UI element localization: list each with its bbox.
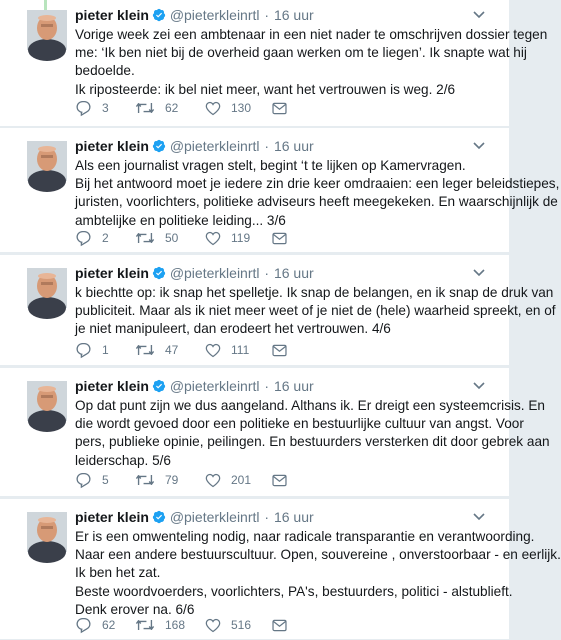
author-name[interactable]: pieter klein (75, 265, 149, 281)
tweet-text-line: je niet manipuleert, dan erodeert het vertrouwen. 4/6 (75, 321, 391, 337)
caret-down-icon[interactable] (471, 138, 487, 154)
retweet-count: 168 (165, 618, 186, 632)
author-name[interactable]: pieter klein (75, 378, 149, 394)
tweet-header (75, 137, 487, 157)
direct-message-icon (272, 474, 287, 487)
retweet-icon (135, 473, 155, 487)
tweet-header (75, 6, 487, 26)
tweet-actions (75, 340, 335, 360)
reply-icon (75, 230, 92, 246)
tweet-text-line: Beste woordvoerders, voorlichters, PA's, bestuurders, politici - alstublieft. (75, 583, 513, 599)
caret-down-icon[interactable] (471, 509, 487, 525)
tweet-text-line: Ik ben het zat. (75, 565, 161, 581)
timestamp[interactable]: 16 uur (273, 265, 314, 281)
like-count: 516 (231, 618, 252, 632)
reply-count: 1 (102, 343, 109, 357)
reply-icon (75, 342, 92, 358)
verified-badge-icon (152, 510, 166, 528)
like-icon (205, 101, 221, 116)
tweet-text-line: Op dat punt zijn we dus aangeland. Althans ik. Er dreigt een systeemcrisis. En (75, 398, 545, 413)
separator: · (264, 509, 270, 525)
tweet[interactable] (0, 499, 561, 640)
tweet-text-line: juristen, voorlichters, politieke adviseurs heeft meegekeken. En waarschijnlijk de (75, 194, 558, 210)
retweet-button[interactable] (135, 340, 178, 360)
tweet-actions (75, 98, 335, 118)
retweet-icon (135, 231, 155, 245)
reply-icon (75, 100, 92, 116)
tweet-text-line: ambtelijke en politieke leiding... 3/6 (75, 212, 286, 228)
retweet-count: 62 (165, 101, 179, 115)
reply-count: 5 (102, 473, 109, 487)
retweet-button[interactable] (135, 470, 178, 490)
tweet-text-line: me: ‘Ik ben niet bij de overheid gaan werken om te liegen’. Ik snapte wat hij (75, 45, 527, 61)
direct-message-icon (272, 102, 287, 115)
author-name[interactable]: pieter klein (75, 138, 149, 154)
retweet-icon (135, 343, 155, 357)
caret-down-icon[interactable] (471, 7, 487, 23)
reply-icon (75, 617, 92, 633)
tweet-text-line: Ik riposteerde: ik bel niet meer, want het vertrouwen is weg. 2/6 (75, 81, 456, 97)
direct-message-button[interactable] (272, 340, 287, 360)
like-button[interactable] (205, 340, 249, 360)
author-handle[interactable]: @pieterkleinrtl (169, 378, 260, 394)
reply-count: 2 (102, 231, 109, 245)
author-name[interactable]: pieter klein (75, 7, 149, 23)
tweet-text-line: publiciteit. Maar als ik niet meer weet of je niet de (hele) waarheid spreekt, en of (75, 303, 556, 319)
reply-count: 3 (102, 101, 109, 115)
reply-count: 62 (102, 618, 116, 632)
separator: · (264, 378, 270, 394)
author-name[interactable]: pieter klein (75, 509, 149, 525)
tweet-actions (75, 470, 335, 490)
timestamp[interactable]: 16 uur (273, 509, 314, 525)
author-handle[interactable]: @pieterkleinrtl (169, 509, 260, 525)
separator: · (264, 7, 270, 23)
direct-message-icon (272, 232, 287, 245)
reply-button[interactable] (75, 470, 109, 490)
caret-down-icon[interactable] (471, 378, 487, 394)
reply-button[interactable] (75, 615, 115, 635)
direct-message-button[interactable] (272, 98, 287, 118)
tweet[interactable] (0, 0, 548, 127)
like-button[interactable] (205, 228, 250, 248)
tweet-text-line: pers, publieke opinie, peilingen. En bestuurders versterken dit door gebrek aan (75, 434, 550, 450)
direct-message-button[interactable] (272, 228, 287, 248)
like-count: 111 (231, 343, 250, 357)
tweet-text-line: Naar een andere bestuurscultuur. Open, souvereine , onverstoorbaar - en eerlijk. (75, 547, 561, 563)
timestamp[interactable]: 16 uur (273, 7, 314, 23)
avatar[interactable] (27, 268, 67, 308)
verified-badge-icon (152, 379, 166, 397)
direct-message-icon (272, 344, 287, 357)
like-button[interactable] (205, 470, 251, 490)
tweet[interactable] (0, 368, 550, 497)
retweet-button[interactable] (135, 228, 178, 248)
like-icon (205, 473, 221, 488)
tweet-text-line: Denk erover na. 6/6 (75, 601, 195, 617)
timestamp[interactable]: 16 uur (273, 138, 314, 154)
tweet-text-line: Bij het antwoord moet je iedere zin drie keer omdraaien: een leger beleidstiepes, (75, 176, 560, 192)
verified-badge-icon (152, 266, 166, 284)
retweet-button[interactable] (135, 98, 178, 118)
retweet-count: 47 (165, 343, 179, 357)
tweet-text-line: die wordt gevoed door een politieke en bestuurlijke cultuur van angst. Voor (75, 416, 524, 432)
tweet-header (75, 377, 487, 397)
tweet-text-line: bedoelde. (75, 63, 135, 79)
like-icon (205, 231, 221, 246)
like-count: 119 (231, 231, 251, 245)
like-count: 201 (231, 473, 252, 487)
separator: · (264, 265, 270, 281)
tweet-actions (75, 615, 335, 635)
retweet-icon (135, 618, 155, 632)
like-button[interactable] (205, 615, 251, 635)
tweet[interactable] (0, 128, 560, 253)
avatar[interactable] (27, 141, 67, 181)
avatar[interactable] (27, 512, 67, 552)
tweet-actions (75, 228, 335, 248)
like-icon (205, 343, 221, 358)
retweet-count: 79 (165, 473, 179, 487)
tweet[interactable] (0, 255, 556, 366)
separator: · (264, 138, 270, 154)
like-button[interactable] (205, 98, 251, 118)
tweet-text-line: Er is een omwenteling nodig, naar radicale transparantie en verantwoording. (75, 529, 535, 544)
tweet-text-line: Vorige week zei een ambtenaar in een niet nader te omschrijven dossier tegen (75, 27, 548, 42)
tweet-text-line: k biechtte op: ik snap het spelletje. Ik snap de belangen, en ik snap de druk van (75, 285, 554, 300)
retweet-count: 50 (165, 231, 179, 245)
direct-message-icon (272, 619, 287, 632)
direct-message-button[interactable] (272, 615, 287, 635)
caret-down-icon[interactable] (471, 265, 487, 281)
tweet-header (75, 508, 487, 528)
verified-badge-icon (152, 139, 166, 157)
like-count: 130 (231, 101, 252, 115)
avatar[interactable] (27, 10, 67, 50)
tweet-header (75, 264, 487, 284)
retweet-icon (135, 101, 155, 115)
avatar[interactable] (27, 381, 67, 421)
reply-icon (75, 472, 92, 488)
tweet-text-line: Als een journalist vragen stelt, begint ‘t te lijken op Kamervragen. (75, 158, 466, 173)
verified-badge-icon (152, 8, 166, 26)
author-handle[interactable]: @pieterkleinrtl (169, 7, 260, 23)
reply-button[interactable] (75, 98, 109, 118)
thread-line (44, 0, 47, 10)
author-handle[interactable]: @pieterkleinrtl (169, 265, 260, 281)
direct-message-button[interactable] (272, 470, 287, 490)
retweet-button[interactable] (135, 615, 185, 635)
author-handle[interactable]: @pieterkleinrtl (169, 138, 260, 154)
reply-button[interactable] (75, 228, 109, 248)
tweet-text-line: leiderschap. 5/6 (75, 452, 171, 468)
like-icon (205, 618, 221, 633)
timestamp[interactable]: 16 uur (273, 378, 314, 394)
reply-button[interactable] (75, 340, 109, 360)
